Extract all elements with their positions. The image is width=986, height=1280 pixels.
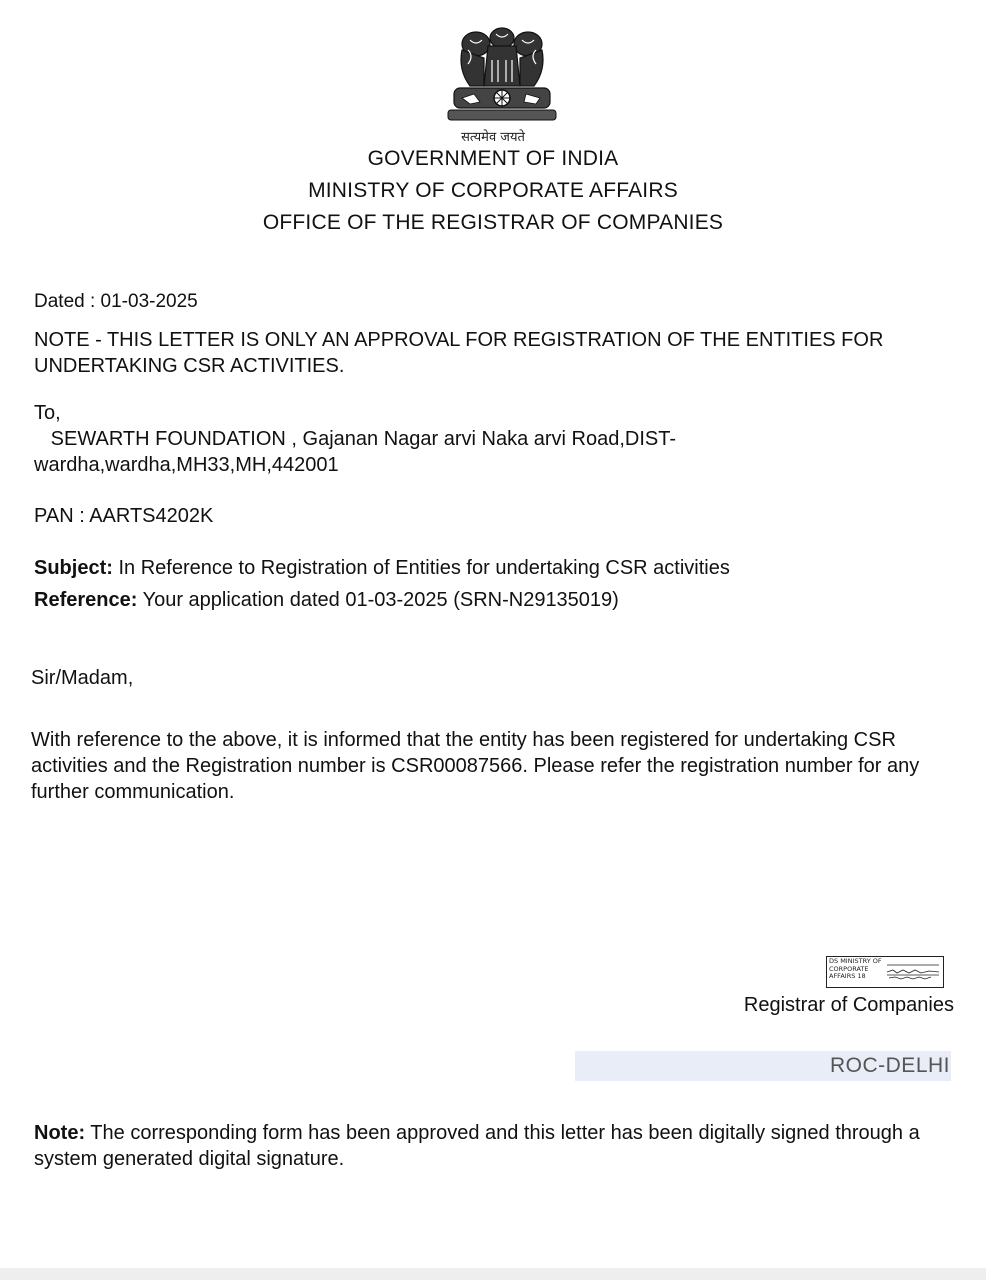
subject-label: Subject: — [34, 557, 113, 579]
salutation: Sir/Madam, — [31, 667, 134, 689]
note-text: The corresponding form has been approved and this letter has been digitally signed through a system generated digital signature. — [34, 1122, 920, 1170]
recipient-address — [34, 426, 794, 478]
body-paragraph: With reference to the above, it is informed that the entity has been registered for undertaking CSR activities and the Registration number is CSR00087566. Please refer the registration number for any further communication. — [31, 729, 920, 803]
recipient-address-text: SEWARTH FOUNDATION , Gajanan Nagar arvi Naka arvi Road,DIST-wardha,wardha,MH33,MH,442001 — [34, 428, 677, 476]
subject-line — [34, 555, 730, 581]
national-emblem-icon — [440, 20, 564, 132]
letter-date: Dated : 01-03-2025 — [34, 291, 198, 312]
digital-signature-stamp — [826, 956, 944, 988]
approval-note: NOTE - THIS LETTER IS ONLY AN APPROVAL FOR REGISTRATION OF THE ENTITIES FOR UNDERTAKING CSR ACTIVITIES. — [34, 329, 884, 377]
header-government: GOVERNMENT OF INDIA — [367, 147, 619, 170]
to-label: To, — [34, 402, 61, 424]
reference-label: Reference: — [34, 589, 138, 611]
roc-office: ROC-DELHI — [829, 1054, 950, 1077]
signature-stamp-text: DS MINISTRY OF CORPORATE AFFAIRS 18 — [829, 957, 882, 980]
registrar-title: Registrar of Companies — [743, 994, 954, 1016]
subject-text: In Reference to Registration of Entities for undertaking CSR activities — [112, 557, 730, 579]
header-office: OFFICE OF THE REGISTRAR OF COMPANIES — [262, 211, 724, 234]
footer-strip — [0, 1268, 986, 1280]
emblem-motto: सत्यमेव जयते — [461, 130, 525, 145]
signature-scribble-icon — [885, 960, 941, 986]
pan-number: PAN : AARTS4202K — [34, 505, 214, 527]
digital-signature-note — [34, 1120, 954, 1172]
reference-text: Your application dated 01-03-2025 (SRN-N29135019) — [137, 589, 619, 611]
reference-line — [34, 587, 619, 613]
header-ministry: MINISTRY OF CORPORATE AFFAIRS — [308, 179, 678, 202]
note-label: Note: — [34, 1122, 86, 1144]
